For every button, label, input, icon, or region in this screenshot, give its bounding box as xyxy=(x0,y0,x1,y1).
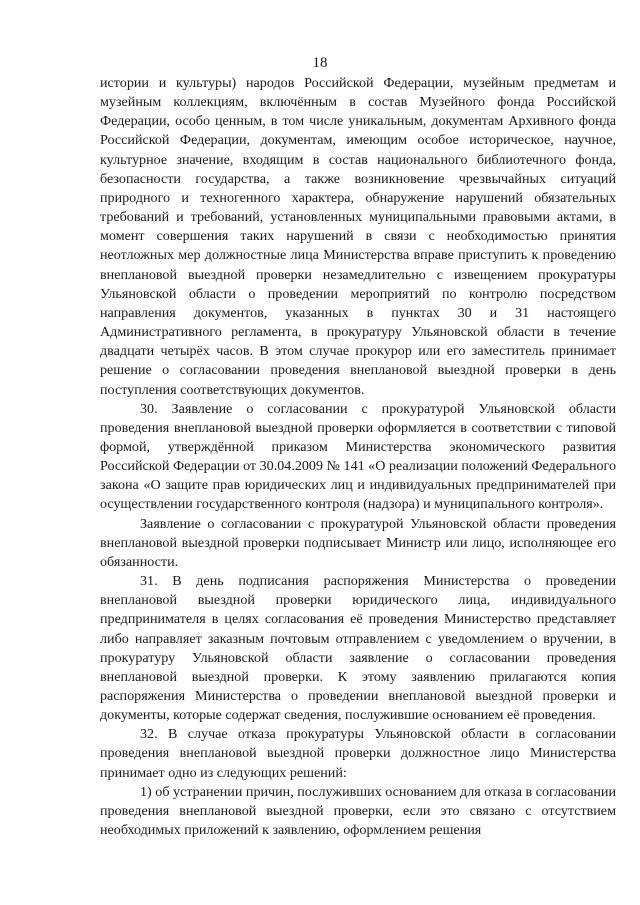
paragraph-item-31: 31. В день подписания распоряжения Министерства о проведении внеплановой выездной проверки юридического лица, индивидуального предпринимателя в целях согласования её проведения Министерство представляет либо направляет заказным почтовым отправлением с уведомлением о вручении, в прокуратуру Ульяновской области заявление о согласовании проведения внеплановой выездной проверки. К этому заявлению прилагаются копия распоряжения Министерства о проведении внеплановой выездной проверки и документы, которые содержат сведения, послужившие основанием её проведения. xyxy=(100,573,616,724)
paragraph-item-30: 30. Заявление о согласовании с прокуратурой Ульяновской области проведения внеплановой выездной проверки оформляется в соответствии с типовой формой, утверждённой приказом Министерства экономического развития Российской Федерации от 30.04.2009 № 141 «О реализации положений Федерального закона «О защите прав юридических лиц и индивидуальных предпринимателей при осуществлении государственного контроля (надзора) и муниципального контроля». xyxy=(100,400,617,513)
paragraph-continuation: истории и культуры) народов Российской Федерации, музейным предметам и музейным коллекциям, включённым в состав Музейного фонда Российской Федерации, особо ценным, в том числе уникальным, документам Архивного фонда Российской Федерации, документам, имеющим особое историческое, научное, культурное значение, входящим в состав национального библиотечного фонда, безопасности государства, а также возникновение чрезвычайных ситуаций природного и техногенного характера, обнаружение нарушений обязательных требований и требований, установленных муниципальными правовыми актами, в момент совершения таких нарушений в связи с необходимостью принятия неотложных мер должностные лица Министерства вправе приступить к проведению внеплановой выездной проверки незамедлительно с извещением прокуратуры Ульяновской области о проведении мероприятий по контролю посредством направления документов, указанных в пунктах 30 и 31 настоящего Административного регламента, в прокуратуру Ульяновской области в течение двадцати четырёх часов. В этом случае прокурор или его заместитель принимает решение о согласовании проведения внеплановой выездной проверки в день поступления соответствующих документов. xyxy=(100,75,616,398)
document-body xyxy=(100,74,616,840)
paragraph-subitem-1: 1) об устранении причин, послуживших основанием для отказа в согласовании проведения внеплановой выездной проверки, если это связано с отсутствием необходимых приложений к заявлению, оформлением решения xyxy=(100,783,616,839)
paragraph-signature-rule: Заявление о согласовании с прокуратурой Ульяновской области проведения внеплановой выездной проверки подписывает Министр или лицо, исполняющее его обязанности. xyxy=(100,515,616,570)
paragraph-item-32: 32. В случае отказа прокуратуры Ульяновской области в согласовании проведения внеплановой выездной проверки должностное лицо Министерства принимает одно из следующих решений: xyxy=(100,726,616,781)
page-number: 18 xyxy=(312,55,328,71)
